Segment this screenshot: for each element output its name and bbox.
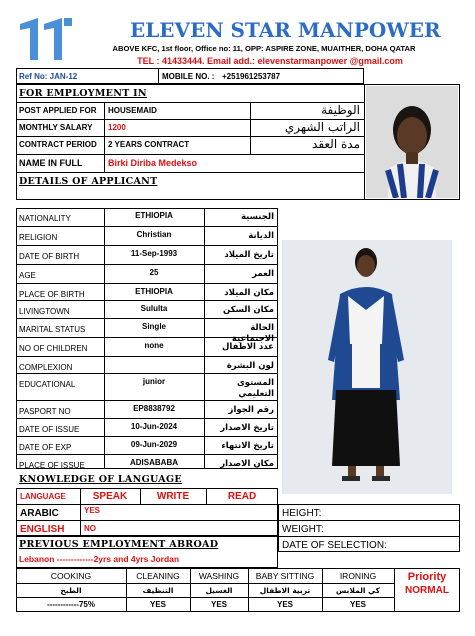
skill-header: CLEANING — [136, 571, 180, 581]
detail-arabic: تاريخ الانتهاء — [221, 441, 274, 451]
priority-label: Priority — [407, 571, 447, 583]
read-header: READ — [227, 491, 257, 502]
detail-value: ETHIOPIA — [135, 287, 173, 296]
detail-arabic: مكان الميلاد — [224, 288, 274, 298]
full-name-label: NAME IN FULL — [19, 158, 83, 168]
height-label: HEIGHT: — [282, 508, 322, 519]
detail-value: Single — [141, 322, 166, 331]
skill-value: YES — [210, 600, 227, 609]
detail-arabic: تاريخ الاصدار — [220, 423, 274, 433]
contract-value: 2 YEARS CONTRACT — [108, 140, 190, 149]
detail-value: none — [144, 341, 164, 350]
english-language: ENGLISH — [20, 524, 65, 535]
ref-number: Ref No: JAN-12 — [19, 72, 78, 81]
detail-label: PASPORT NO — [19, 407, 71, 416]
detail-arabic: تاريخ الميلاد — [224, 250, 274, 260]
detail-label: COMPLEXION — [19, 363, 73, 372]
skill-arabic: التنظيف — [142, 586, 174, 595]
skill-header: BABY SITTING — [255, 571, 315, 581]
company-logo — [16, 14, 74, 62]
detail-value: ADISABABA — [130, 458, 178, 467]
salary-value: 1200 — [108, 123, 126, 132]
company-name: ELEVEN STAR MANPOWER — [130, 18, 441, 42]
salary-label: MONTHLY SALARY — [19, 123, 93, 132]
date-of-selection-label: DATE OF SELECTION: — [282, 540, 387, 551]
detail-label: AGE — [19, 271, 36, 280]
applicant-full-photo — [282, 240, 452, 494]
detail-label: EDUCATIONAL — [19, 380, 76, 389]
full-name-value: Birki Diriba Medekso — [108, 158, 198, 168]
detail-value: Christian — [136, 230, 172, 239]
skill-value: ------------75% — [47, 600, 95, 609]
detail-value: ETHIOPIA — [135, 211, 173, 220]
skill-arabic: تربية الاطفال — [259, 586, 311, 595]
detail-label: DATE OF EXP — [19, 443, 72, 452]
contract-arabic: مدة العقد — [312, 137, 360, 151]
detail-arabic: لون البشرة — [226, 361, 274, 371]
detail-arabic: رقم الجواز — [228, 405, 274, 415]
detail-arabic: مكان السكن — [223, 305, 274, 315]
detail-label: PLACE OF BIRTH — [19, 290, 85, 299]
detail-value: 25 — [149, 268, 159, 277]
applicant-portrait — [366, 86, 458, 198]
detail-arabic: الحالة الاجتماعية — [231, 323, 274, 344]
detail-value: EP8838792 — [133, 404, 175, 413]
employment-title: FOR EMPLOYMENT IN — [19, 88, 147, 99]
skill-value: YES — [349, 600, 366, 609]
skill-value: YES — [149, 600, 166, 609]
weight-label: WEIGHT: — [282, 524, 324, 535]
arabic-speak-value: YES — [84, 506, 101, 515]
detail-value: 09-Jun-2029 — [130, 440, 178, 449]
detail-arabic: الجنسية — [241, 212, 274, 222]
salary-arabic: الراتب الشهري — [284, 120, 360, 134]
detail-arabic: العمر — [252, 269, 274, 279]
mobile-number: +251961253787 — [222, 72, 281, 81]
skill-header: IRONING — [339, 571, 377, 581]
contract-label: CONTRACT PERIOD — [19, 140, 97, 149]
previous-employment-title: PREVIOUS EMPLOYMENT ABROAD — [19, 539, 219, 550]
english-speak-value: NO — [84, 524, 96, 533]
mobile-label: MOBILE NO. : — [162, 72, 215, 81]
detail-label: PLACE OF ISSUE — [19, 461, 85, 470]
post-applied-value: HOUSEMAID — [108, 106, 157, 115]
detail-label: NATIONALITY — [19, 214, 71, 223]
skill-header: WASHING — [198, 571, 240, 581]
detail-label: RELIGION — [19, 233, 58, 242]
detail-arabic: مكان الاصدار — [220, 459, 274, 469]
post-applied-arabic: الوظيفة — [321, 103, 360, 117]
detail-label: NO OF CHILDREN — [19, 344, 88, 353]
detail-value: junior — [142, 377, 166, 386]
arabic-language: ARABIC — [20, 508, 59, 519]
skill-arabic: الطبخ — [60, 586, 82, 595]
detail-label: DATE OF BIRTH — [19, 252, 80, 261]
detail-label: DATE OF ISSUE — [19, 425, 80, 434]
priority-value: NORMAL — [405, 585, 449, 596]
skill-header: COOKING — [50, 571, 92, 581]
detail-arabic: عدد الاطفال — [222, 342, 274, 352]
write-header: WRITE — [156, 491, 190, 502]
company-contact: TEL : 41433444. Email add.: elevenstarmanpower @gmail.com — [137, 56, 403, 66]
detail-arabic: الديانة — [248, 231, 274, 241]
post-applied-label: POST APPLIED FOR — [19, 106, 97, 115]
speak-header: SPEAK — [92, 491, 128, 502]
detail-arabic: المستوى التعليمي — [236, 378, 274, 399]
skill-arabic: الغسيل — [205, 586, 233, 595]
details-title: DETAILS OF APPLICANT — [19, 176, 158, 187]
detail-label: MARITAL STATUS — [19, 325, 86, 334]
language-title: KNOWLEDGE OF LANGUAGE — [19, 474, 182, 485]
skill-value: YES — [276, 600, 293, 609]
detail-value: 10-Jun-2024 — [130, 422, 178, 431]
detail-label: LIVINGTOWN — [19, 307, 70, 316]
company-address: ABOVE KFC, 1st floor, Office no: 11, OPP: ASPIRE ZONE, MUAITHER, DOHA QATAR — [112, 44, 416, 53]
detail-value: 11-Sep-1993 — [130, 249, 178, 258]
previous-employment-value: Lebanon -------------2yrs and 4yrs Jordan — [19, 554, 180, 564]
language-header: LANGUAGE — [20, 492, 66, 501]
detail-value: Sululta — [140, 304, 168, 313]
skill-arabic: كي الملابس — [335, 586, 381, 595]
